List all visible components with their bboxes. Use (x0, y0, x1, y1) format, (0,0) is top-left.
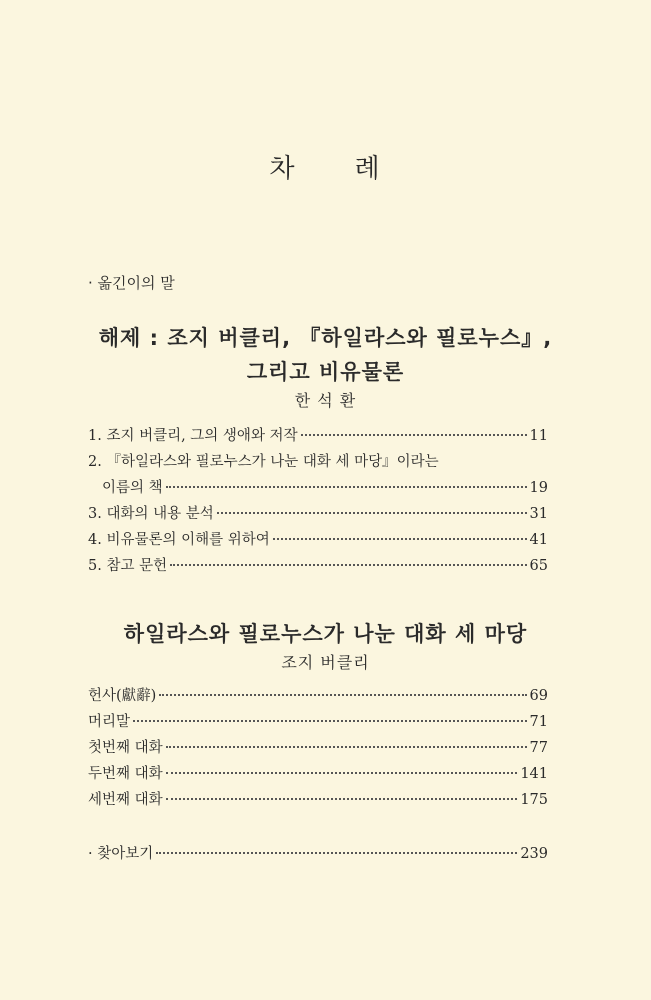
toc-entry-label: 머리말 (88, 714, 131, 730)
toc-entry[interactable] (102, 476, 548, 498)
section2-author: 조지 버클리 (281, 653, 370, 672)
toc-entry[interactable] (88, 762, 548, 784)
toc-entry-label: 세번째 대화 (88, 792, 163, 808)
toc-leader (217, 512, 527, 514)
toc-leader (170, 564, 526, 566)
toc-entry[interactable] (88, 502, 548, 524)
toc-index-entry[interactable] (88, 842, 548, 864)
section1-title-line1: 해제 : 조지 버클리, 『하일라스와 필로누스』, (98, 326, 553, 350)
toc-leader (166, 746, 527, 748)
section1-title-line2: 그리고 비유물론 (246, 360, 405, 384)
toc-leader (166, 798, 518, 800)
toc-entry-page: 77 (529, 740, 548, 756)
toc-entry[interactable] (88, 710, 548, 732)
page-title-part-2: 례 (354, 154, 382, 184)
toc-entry-page: 239 (520, 846, 548, 862)
toc-entry-page: 69 (529, 688, 548, 704)
toc-entry-page: 175 (520, 792, 548, 808)
toc-entry-page: 141 (520, 766, 548, 782)
toc-leader (273, 538, 527, 540)
toc-entry-label: 4. 비유물론의 이해를 위하여 (88, 532, 270, 548)
toc-entry[interactable] (88, 788, 548, 810)
toc-entry-page: 31 (529, 506, 548, 522)
section1-author: 한 석 환 (294, 391, 357, 410)
page-title-part-1: 차 (269, 154, 297, 184)
toc-entry[interactable] (88, 528, 548, 550)
toc-leader (166, 772, 518, 774)
toc-entry-page: 19 (529, 480, 548, 496)
toc-entry-label: 이름의 책 (102, 480, 163, 496)
toc-entry-label: 3. 대화의 내용 분석 (88, 506, 214, 522)
toc-leader (156, 852, 517, 854)
toc-entry-label: 5. 참고 문헌 (88, 558, 168, 574)
toc-entry-page: 11 (529, 428, 548, 444)
section2-title: 하일라스와 필로누스가 나눈 대화 세 마당 (123, 622, 528, 646)
toc-entry[interactable] (88, 684, 548, 706)
toc-leader (133, 720, 527, 722)
toc-entry-label: 두번째 대화 (88, 766, 163, 782)
toc-entry[interactable] (88, 554, 548, 576)
toc-entry[interactable] (88, 736, 548, 758)
toc-entry-page: 65 (529, 558, 548, 574)
toc-entry-label: 1. 조지 버클리, 그의 생애와 저작 (88, 428, 298, 444)
toc-entry-page: 71 (529, 714, 548, 730)
toc-leader (166, 486, 527, 488)
toc-translator-note[interactable]: · 옮긴이의 말 (88, 274, 175, 292)
toc-entry-label: 헌사(獻辭) (88, 688, 157, 704)
toc-entry[interactable] (88, 424, 548, 446)
toc-leader (301, 434, 527, 436)
toc-entry-label: · 찾아보기 (88, 846, 154, 862)
page-title (0, 148, 651, 185)
toc-leader (159, 694, 526, 696)
toc-entry-label[interactable]: 2. 『하일라스와 필로누스가 나눈 대화 세 마당』이라는 (88, 454, 439, 470)
toc-entry-label: 첫번째 대화 (88, 740, 163, 756)
toc-entry-page: 41 (529, 532, 548, 548)
